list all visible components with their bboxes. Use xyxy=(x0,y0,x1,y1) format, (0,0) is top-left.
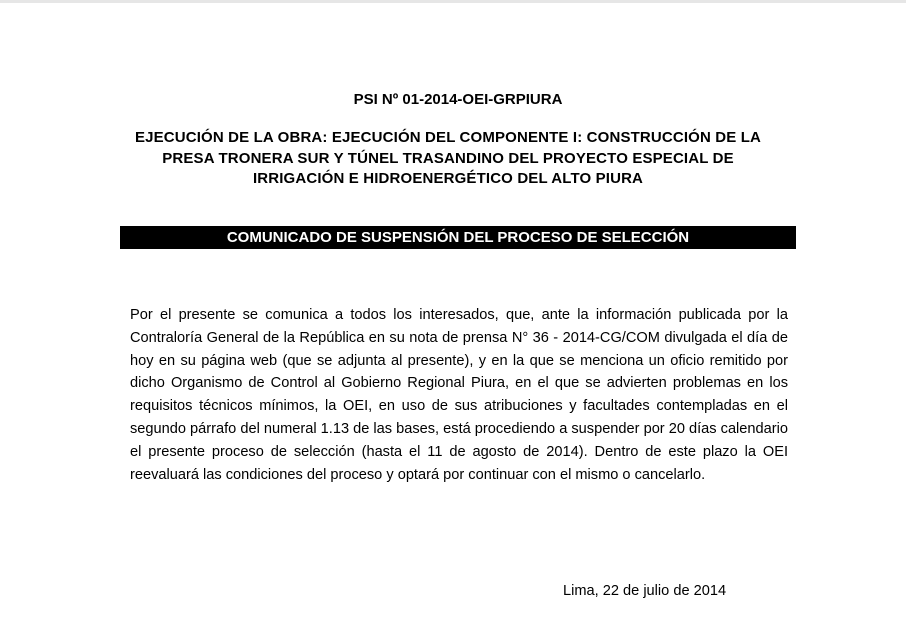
date-line: Lima, 22 de julio de 2014 xyxy=(563,583,727,599)
document-title: EJECUCIÓN DE LA OBRA: EJECUCIÓN DEL COMPONENTE I: CONSTRUCCIÓN DE LA PRESA TRONERA SUR Y TÚNEL TRASANDINO DEL PROYECTO ESPECIAL DE IRRIGACIÓN E HIDROENERGÉTICO DEL ALTO PIURA xyxy=(134,129,762,187)
notice-banner: COMUNICADO DE SUSPENSIÓN DEL PROCESO DE SELECCIÓN xyxy=(120,226,796,249)
page-top-edge xyxy=(0,0,906,3)
notice-body: Por el presente se comunica a todos los interesados, que, ante la información publicada por la Contraloría General de la República en su nota de prensa N° 36 - 2014-CG/COM divulgada el día de hoy en su página web (que se adjunta al presente), y en la que se menciona un oficio remitido por dicho Organismo de Control al Gobierno Regional Piura, en el que se advierten problemas en los requisitos técnicos mínimos, la OEI, en uso de sus atribuciones y facultades contempladas en el segundo párrafo del numeral 1.13 de las bases, está procediendo a suspender por 20 días calendario el presente proceso de selección (hasta el 11 de agosto de 2014). Dentro de este plazo la OEI reevaluará las condiciones del proceso y optará por continuar con el mismo o cancelarlo. xyxy=(130,307,788,483)
document-code: PSI Nº 01-2014-OEI-GRPIURA xyxy=(353,91,563,108)
